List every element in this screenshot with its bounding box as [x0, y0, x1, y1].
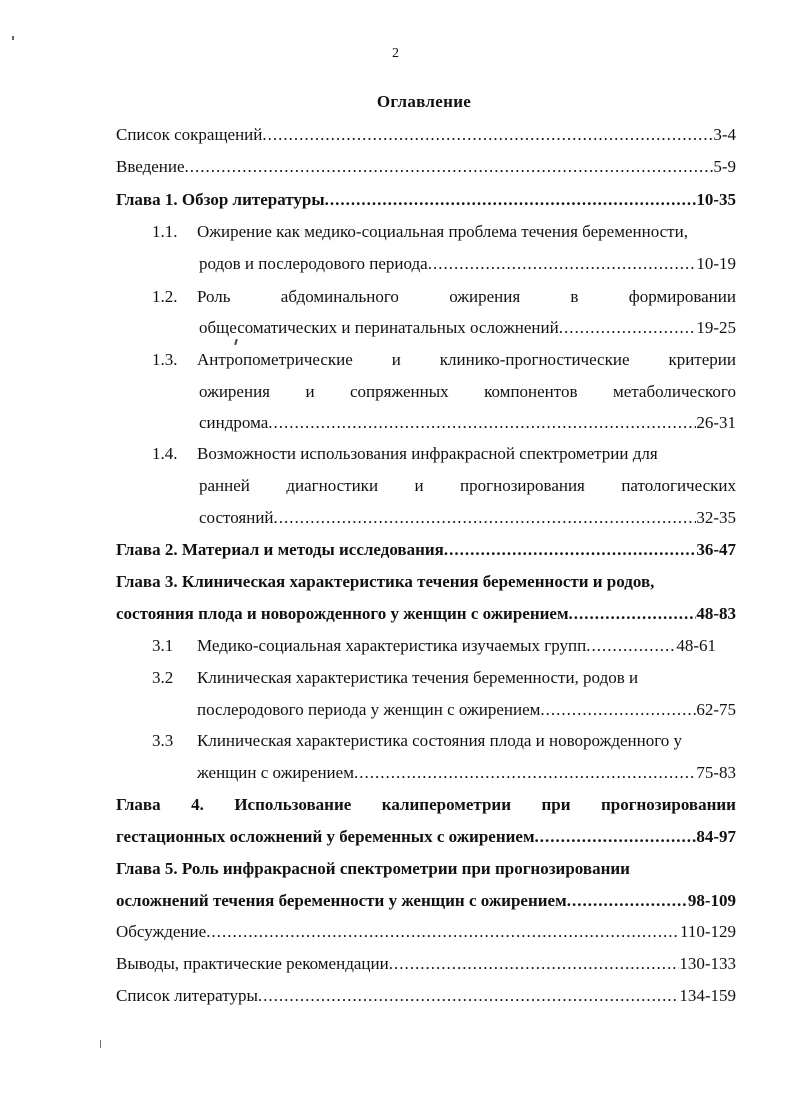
toc-entry-chapter-3-line2: состояния плода и новорожденного у женщин с ожирением ..... 48-83: [116, 600, 736, 628]
scan-speck: [12, 36, 14, 40]
toc-entry-chapter-2: Глава 2. Материал и методы исследования ..... 36-47: [116, 536, 736, 564]
scan-speck: [234, 339, 237, 345]
section-number-1-2: 1.2.: [152, 287, 178, 306]
scan-speck: [100, 1040, 101, 1048]
toc-entry-1-1-line2: родов и послеродового периода ..... 10-19: [199, 250, 736, 278]
toc-entry-chapter-4-line2: гестационных осложнений у беременных с ожирением ..... 84-97: [116, 823, 736, 851]
section-number-1-1: 1.1.: [152, 222, 178, 241]
toc-entry-1-3-line1: Антропометрические и клинико-прогностические критерии: [197, 350, 736, 369]
toc-entry-1-3-line3: синдрома ..... 26-31: [199, 409, 736, 437]
toc-entry-3-3-line2: женщин с ожирением ..... 75-83: [197, 759, 736, 787]
toc-entry-1-2-line2: общесоматических и перинатальных осложнений ..... 19-25: [199, 314, 736, 342]
section-number-1-3: 1.3.: [152, 350, 178, 369]
toc-entry-chapter-5-line1: Глава 5. Роль инфракрасной спектрометрии при прогнозировании: [116, 859, 630, 878]
section-number-3-1: 3.1: [152, 636, 174, 655]
toc-entry-chapter-1: Глава 1. Обзор литературы ..... 10-35: [116, 186, 736, 214]
toc-entry-1-4-line2: ранней диагностики и прогнозирования патологических: [199, 476, 736, 495]
toc-entry-1-4-line1: Возможности использования инфракрасной спектрометрии для: [197, 444, 658, 463]
toc-entry-1-1-line1: Ожирение как медико-социальная проблема течения беременности,: [197, 222, 688, 241]
page-number: 2: [392, 46, 399, 61]
toc-entry-conclusions: Выводы, практические рекомендации ..... 130-133: [116, 950, 736, 978]
toc-entry-3-2-line2: послеродового периода у женщин с ожирением ..... 62-75: [197, 696, 736, 724]
toc-entry-3-1: Медико-социальная характеристика изучаемых групп ..... 48-61: [197, 632, 716, 660]
toc-entry-1-4-line3: состояний ..... 32-35: [199, 504, 736, 532]
toc-entry-introduction: Введение ..... 5-9: [116, 153, 736, 181]
toc-entry-chapter-4-line1: Глава 4. Использование калиперометрии при прогнозировании: [116, 795, 736, 814]
toc-entry-discussion: Обсуждение ..... 110-129: [116, 918, 736, 946]
toc-entry-1-3-line2: ожирения и сопряженных компонентов метаболического: [199, 382, 736, 401]
section-number-3-3: 3.3: [152, 731, 174, 750]
toc-entry-1-2-line1: Роль абдоминального ожирения в формировании: [197, 287, 736, 306]
toc-entry-abbreviations: Список сокращений ..... 3-4: [116, 121, 736, 149]
toc-entry-3-3-line1: Клиническая характеристика состояния плода и новорожденного у: [197, 731, 683, 750]
toc-entry-chapter-3-line1: Глава 3. Клиническая характеристика течения беременности и родов,: [116, 572, 655, 591]
section-number-1-4: 1.4.: [152, 444, 178, 463]
page-title: Оглавление: [376, 92, 472, 111]
section-number-3-2: 3.2: [152, 668, 174, 687]
toc-entry-references: Список литературы ..... 134-159: [116, 982, 736, 1010]
toc-entry-3-2-line1: Клиническая характеристика течения беременности, родов и: [197, 668, 639, 687]
toc-entry-chapter-5-line2: осложнений течения беременности у женщин с ожирением ..... 98-109: [116, 887, 736, 915]
